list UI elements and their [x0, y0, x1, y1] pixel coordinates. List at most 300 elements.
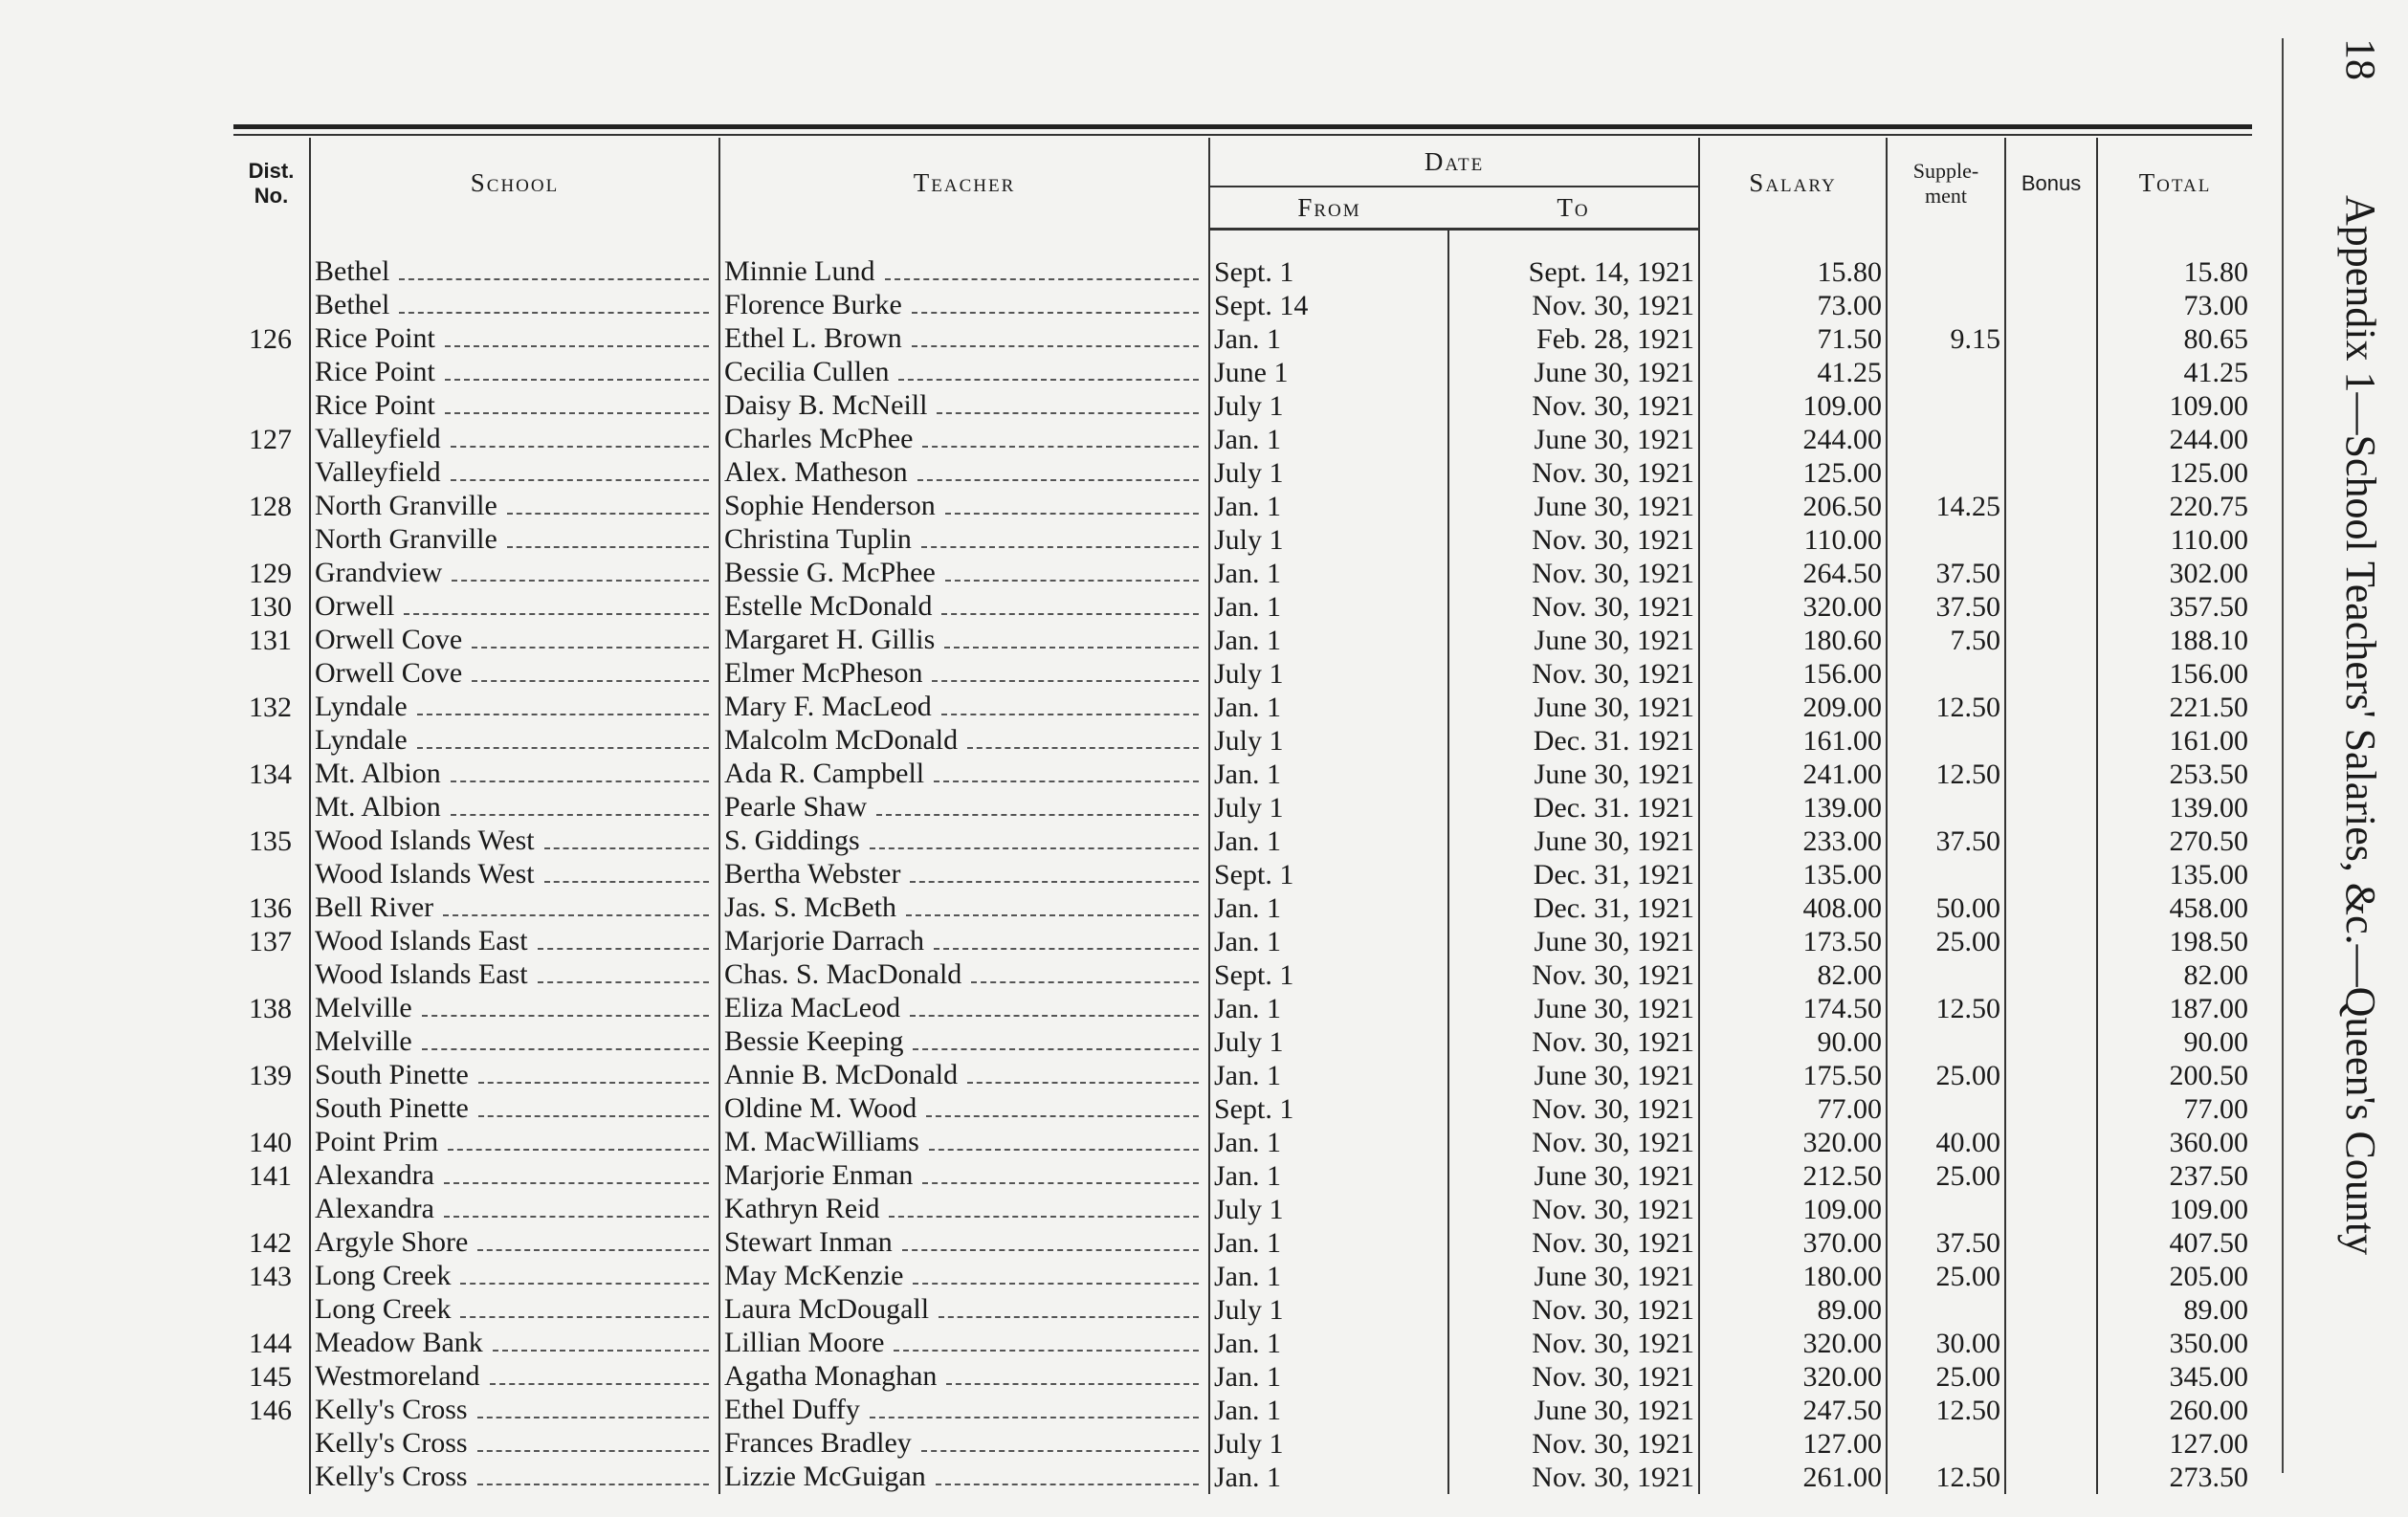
school-name: Alexandra: [315, 1159, 434, 1191]
salary-cell: 320.00: [1699, 1327, 1887, 1360]
table-row: [233, 891, 2252, 925]
school-cell: [310, 925, 719, 958]
bonus-cell: [2005, 1360, 2097, 1394]
dot-leader: [451, 446, 709, 448]
date-to-cell: Nov. 30, 1921: [1448, 1126, 1699, 1159]
total-cell: 345.00: [2097, 1360, 2252, 1394]
supplement-cell: 9.15: [1887, 322, 2005, 356]
teacher-cell: [719, 1327, 1209, 1360]
salary-cell: 156.00: [1699, 657, 1887, 691]
date-to-cell: June 30, 1921: [1448, 356, 1699, 389]
dot-leader: [444, 1182, 709, 1184]
bonus-cell: [2005, 523, 2097, 557]
bonus-cell: [2005, 322, 2097, 356]
total-cell: 244.00: [2097, 423, 2252, 456]
dist-no-cell: 144: [249, 1328, 292, 1359]
teacher-name: Ada R. Campbell: [724, 758, 925, 789]
school-cell: [310, 1025, 719, 1059]
dist-no-cell: [233, 1025, 310, 1059]
dist-no-cell: 138: [249, 993, 292, 1024]
header-supplement: Supple- ment: [1887, 138, 2005, 230]
dot-leader: [941, 714, 1199, 715]
dot-leader: [941, 613, 1199, 615]
teacher-cell: [719, 590, 1209, 624]
table-row: [233, 724, 2252, 758]
total-cell: 188.10: [2097, 624, 2252, 657]
date-from-cell: Sept. 1: [1209, 255, 1448, 289]
teacher-cell: [719, 423, 1209, 456]
salary-cell: 408.00: [1699, 891, 1887, 925]
date-to-cell: Nov. 30, 1921: [1448, 1360, 1699, 1394]
dist-no-cell: 137: [249, 926, 292, 957]
total-cell: 90.00: [2097, 1025, 2252, 1059]
date-to-cell: June 30, 1921: [1448, 490, 1699, 523]
supplement-cell: [1887, 289, 2005, 322]
supplement-cell: [1887, 724, 2005, 758]
total-cell: 156.00: [2097, 657, 2252, 691]
dist-no-cell: [233, 1461, 310, 1494]
salary-cell: 41.25: [1699, 356, 1887, 389]
date-from-cell: Jan. 1: [1209, 758, 1448, 791]
dot-leader: [477, 1249, 709, 1251]
dist-no-cell: 132: [249, 692, 292, 723]
teacher-cell: [719, 958, 1209, 992]
total-cell: 77.00: [2097, 1092, 2252, 1126]
date-from-cell: Jan. 1: [1209, 824, 1448, 858]
teacher-cell: [719, 925, 1209, 958]
teacher-cell: [719, 1360, 1209, 1394]
date-to-cell: Nov. 30, 1921: [1448, 289, 1699, 322]
dot-leader: [493, 1350, 709, 1352]
bonus-cell: [2005, 691, 2097, 724]
dist-no-cell: [233, 356, 310, 389]
supplement-cell: 40.00: [1887, 1126, 2005, 1159]
salary-cell: 90.00: [1699, 1025, 1887, 1059]
dot-leader: [417, 747, 709, 749]
dot-leader: [451, 479, 709, 481]
dot-leader: [490, 1383, 709, 1385]
dot-leader: [538, 981, 709, 983]
supplement-cell: [1887, 356, 2005, 389]
table-row: [233, 590, 2252, 624]
teacher-name: Estelle McDonald: [724, 590, 933, 622]
bonus-cell: [2005, 255, 2097, 289]
supplement-cell: [1887, 1427, 2005, 1461]
total-cell: 302.00: [2097, 557, 2252, 590]
dot-leader: [889, 1216, 1199, 1218]
dot-leader: [460, 1316, 709, 1318]
school-name: Mt. Albion: [315, 758, 441, 789]
salary-cell: 175.50: [1699, 1059, 1887, 1092]
dot-leader: [870, 1417, 1199, 1418]
table-row: [233, 657, 2252, 691]
dot-leader: [921, 546, 1199, 548]
table-row: [233, 1025, 2252, 1059]
date-from-cell: Jan. 1: [1209, 1126, 1448, 1159]
bonus-cell: [2005, 1260, 2097, 1293]
school-cell: [310, 1059, 719, 1092]
bonus-cell: [2005, 1159, 2097, 1193]
header-dist-no: Dist. No.: [248, 158, 295, 208]
dist-no-cell: [233, 255, 310, 289]
teacher-cell: [719, 523, 1209, 557]
teacher-cell: [719, 1293, 1209, 1327]
school-cell: [310, 523, 719, 557]
total-cell: 80.65: [2097, 322, 2252, 356]
date-from-cell: July 1: [1209, 523, 1448, 557]
dist-no-cell: [233, 456, 310, 490]
salary-cell: 135.00: [1699, 858, 1887, 891]
top-rule-thin: [233, 134, 2252, 136]
table-row: [233, 1260, 2252, 1293]
date-from-cell: Jan. 1: [1209, 1260, 1448, 1293]
date-to-cell: June 30, 1921: [1448, 1394, 1699, 1427]
teacher-cell: [719, 1059, 1209, 1092]
salary-cell: 89.00: [1699, 1293, 1887, 1327]
dot-leader: [936, 1484, 1199, 1485]
school-name: Kelly's Cross: [315, 1427, 468, 1459]
supplement-cell: 14.25: [1887, 490, 2005, 523]
total-cell: 357.50: [2097, 590, 2252, 624]
table-row: [233, 1159, 2252, 1193]
header-from: From: [1209, 187, 1448, 230]
date-to-cell: June 30, 1921: [1448, 992, 1699, 1025]
school-cell: [310, 1092, 719, 1126]
school-cell: [310, 1293, 719, 1327]
table-row: [233, 289, 2252, 322]
teacher-name: May McKenzie: [724, 1260, 904, 1291]
table-row: [233, 1193, 2252, 1226]
school-name: Rice Point: [315, 389, 435, 421]
teacher-name: Daisy B. McNeill: [724, 389, 928, 421]
date-from-cell: July 1: [1209, 389, 1448, 423]
dist-no-cell: 143: [249, 1261, 292, 1292]
teacher-name: M. MacWilliams: [724, 1126, 919, 1157]
school-cell: [310, 791, 719, 824]
table-row: [233, 958, 2252, 992]
date-to-cell: June 30, 1921: [1448, 624, 1699, 657]
total-cell: 360.00: [2097, 1126, 2252, 1159]
dot-leader: [939, 1316, 1199, 1318]
dot-leader: [906, 914, 1199, 916]
dot-leader: [445, 412, 709, 414]
teacher-name: Eliza MacLeod: [724, 992, 901, 1023]
salary-cell: 264.50: [1699, 557, 1887, 590]
date-to-cell: Nov. 30, 1921: [1448, 1427, 1699, 1461]
teacher-cell: [719, 691, 1209, 724]
total-cell: 200.50: [2097, 1059, 2252, 1092]
date-to-cell: June 30, 1921: [1448, 925, 1699, 958]
teacher-name: Annie B. McDonald: [724, 1059, 959, 1090]
dist-no-cell: 139: [249, 1060, 292, 1091]
teacher-name: Jas. S. McBeth: [724, 891, 896, 923]
dot-leader: [538, 948, 709, 950]
salary-cell: 212.50: [1699, 1159, 1887, 1193]
salary-cell: 241.00: [1699, 758, 1887, 791]
date-from-cell: Jan. 1: [1209, 557, 1448, 590]
date-from-cell: July 1: [1209, 1025, 1448, 1059]
school-name: Kelly's Cross: [315, 1461, 468, 1492]
dist-no-cell: 135: [249, 825, 292, 857]
teacher-cell: [719, 1025, 1209, 1059]
date-from-cell: Jan. 1: [1209, 1461, 1448, 1494]
dot-leader: [507, 513, 709, 515]
dot-leader: [544, 847, 709, 849]
dot-leader: [894, 1350, 1199, 1352]
salary-cell: 247.50: [1699, 1394, 1887, 1427]
dist-no-cell: 142: [249, 1227, 292, 1259]
teacher-name: Bertha Webster: [724, 858, 901, 890]
dist-no-cell: 140: [249, 1127, 292, 1158]
date-to-cell: Nov. 30, 1921: [1448, 389, 1699, 423]
table-row: [233, 791, 2252, 824]
teacher-cell: [719, 289, 1209, 322]
date-from-cell: June 1: [1209, 356, 1448, 389]
school-name: Westmoreland: [315, 1360, 480, 1392]
table-row: [233, 356, 2252, 389]
teacher-cell: [719, 456, 1209, 490]
total-cell: 220.75: [2097, 490, 2252, 523]
dist-no-cell: [233, 724, 310, 758]
date-to-cell: Nov. 30, 1921: [1448, 1327, 1699, 1360]
teacher-cell: [719, 255, 1209, 289]
date-from-cell: Jan. 1: [1209, 322, 1448, 356]
school-name: Kelly's Cross: [315, 1394, 468, 1425]
table-row: [233, 1092, 2252, 1126]
teacher-cell: [719, 1461, 1209, 1494]
dot-leader: [876, 814, 1199, 816]
table-row: [233, 1394, 2252, 1427]
supplement-cell: [1887, 958, 2005, 992]
supplement-cell: 30.00: [1887, 1327, 2005, 1360]
supplement-cell: [1887, 523, 2005, 557]
school-name: Alexandra: [315, 1193, 434, 1224]
dot-leader: [929, 1149, 1199, 1151]
table-row: [233, 691, 2252, 724]
total-cell: 198.50: [2097, 925, 2252, 958]
table-body: [233, 230, 2252, 1495]
teacher-name: Margaret H. Gillis: [724, 624, 936, 655]
date-to-cell: Nov. 30, 1921: [1448, 1461, 1699, 1494]
date-from-cell: Jan. 1: [1209, 691, 1448, 724]
date-from-cell: Jan. 1: [1209, 624, 1448, 657]
date-from-cell: Sept. 14: [1209, 289, 1448, 322]
date-from-cell: Jan. 1: [1209, 1226, 1448, 1260]
supplement-cell: 25.00: [1887, 1260, 2005, 1293]
table-row: [233, 1293, 2252, 1327]
dist-no-cell: 130: [249, 591, 292, 623]
date-from-cell: July 1: [1209, 791, 1448, 824]
bonus-cell: [2005, 1193, 2097, 1226]
dot-leader: [934, 948, 1199, 950]
supplement-cell: [1887, 1193, 2005, 1226]
teacher-cell: [719, 557, 1209, 590]
school-cell: [310, 1226, 719, 1260]
total-cell: 109.00: [2097, 389, 2252, 423]
bonus-cell: [2005, 1293, 2097, 1327]
teacher-name: Chas. S. MacDonald: [724, 958, 962, 990]
bonus-cell: [2005, 557, 2097, 590]
dot-leader: [477, 1450, 709, 1452]
salary-cell: 320.00: [1699, 1126, 1887, 1159]
dot-leader: [417, 714, 709, 715]
dot-leader: [932, 680, 1199, 682]
teacher-cell: [719, 824, 1209, 858]
date-from-cell: Jan. 1: [1209, 992, 1448, 1025]
bonus-cell: [2005, 858, 2097, 891]
supplement-cell: 12.50: [1887, 1461, 2005, 1494]
teacher-name: Minnie Lund: [724, 255, 875, 287]
school-name: Orwell Cove: [315, 657, 463, 689]
spacer-row: [233, 230, 2252, 256]
table-row: [233, 322, 2252, 356]
bonus-cell: [2005, 490, 2097, 523]
teacher-cell: [719, 1159, 1209, 1193]
school-cell: [310, 389, 719, 423]
dist-no-cell: 146: [249, 1395, 292, 1426]
school-cell: [310, 289, 719, 322]
date-to-cell: Dec. 31. 1921: [1448, 791, 1699, 824]
dot-leader: [451, 814, 709, 816]
date-from-cell: Jan. 1: [1209, 1360, 1448, 1394]
dot-leader: [926, 1115, 1199, 1117]
dist-no-cell: 129: [249, 558, 292, 589]
total-cell: 15.80: [2097, 255, 2252, 289]
total-cell: 187.00: [2097, 992, 2252, 1025]
dot-leader: [422, 1048, 709, 1050]
supplement-cell: 25.00: [1887, 1159, 2005, 1193]
teacher-name: Lizzie McGuigan: [724, 1461, 926, 1492]
dot-leader: [444, 1216, 709, 1218]
teacher-cell: [719, 992, 1209, 1025]
total-cell: 109.00: [2097, 1193, 2252, 1226]
page-number: 18: [2337, 38, 2384, 80]
teacher-name: Christina Tuplin: [724, 523, 912, 555]
supplement-cell: 37.50: [1887, 1226, 2005, 1260]
school-name: Long Creek: [315, 1293, 452, 1325]
teacher-cell: [719, 1226, 1209, 1260]
dist-no-cell: [233, 1293, 310, 1327]
school-cell: [310, 657, 719, 691]
salary-cell: 320.00: [1699, 590, 1887, 624]
date-from-cell: Jan. 1: [1209, 891, 1448, 925]
date-to-cell: June 30, 1921: [1448, 423, 1699, 456]
bonus-cell: [2005, 824, 2097, 858]
header-salary: Salary: [1699, 138, 1887, 230]
salary-cell: 109.00: [1699, 389, 1887, 423]
teacher-name: Alex. Matheson: [724, 456, 908, 488]
dot-leader: [452, 580, 709, 582]
school-name: Bell River: [315, 891, 434, 923]
school-cell: [310, 1126, 719, 1159]
salary-cell: 209.00: [1699, 691, 1887, 724]
bonus-cell: [2005, 1059, 2097, 1092]
school-name: Mt. Albion: [315, 791, 441, 823]
dot-leader: [443, 914, 709, 916]
salary-cell: 180.00: [1699, 1260, 1887, 1293]
supplement-cell: 12.50: [1887, 1394, 2005, 1427]
teacher-cell: [719, 657, 1209, 691]
dist-no-cell: [233, 1193, 310, 1226]
date-to-cell: Nov. 30, 1921: [1448, 590, 1699, 624]
salary-cell: 77.00: [1699, 1092, 1887, 1126]
school-name: Grandview: [315, 557, 443, 588]
supplement-cell: [1887, 255, 2005, 289]
dot-leader: [445, 379, 709, 381]
bonus-cell: [2005, 1461, 2097, 1494]
total-cell: 458.00: [2097, 891, 2252, 925]
dot-leader: [472, 680, 709, 682]
school-cell: [310, 758, 719, 791]
school-name: Valleyfield: [315, 456, 441, 488]
dot-leader: [917, 479, 1199, 481]
school-cell: [310, 824, 719, 858]
salary-cell: 73.00: [1699, 289, 1887, 322]
dist-no-cell: [233, 289, 310, 322]
school-cell: [310, 992, 719, 1025]
table-row: [233, 824, 2252, 858]
teacher-cell: [719, 1427, 1209, 1461]
school-cell: [310, 1461, 719, 1494]
school-name: North Granville: [315, 490, 497, 521]
supplement-cell: [1887, 791, 2005, 824]
date-to-cell: Dec. 31, 1921: [1448, 858, 1699, 891]
teacher-name: Agatha Monaghan: [724, 1360, 938, 1392]
dist-no-cell: [233, 858, 310, 891]
bonus-cell: [2005, 992, 2097, 1025]
teacher-name: Lillian Moore: [724, 1327, 885, 1358]
school-cell: [310, 423, 719, 456]
bonus-cell: [2005, 1327, 2097, 1360]
teacher-cell: [719, 1394, 1209, 1427]
table-row: [233, 255, 2252, 289]
dist-no-cell: 127: [249, 424, 292, 455]
bonus-cell: [2005, 1092, 2097, 1126]
dot-leader: [944, 647, 1199, 649]
bonus-cell: [2005, 1126, 2097, 1159]
dot-leader: [910, 881, 1199, 883]
school-name: Lyndale: [315, 691, 408, 722]
date-to-cell: Nov. 30, 1921: [1448, 1092, 1699, 1126]
table-row: [233, 1461, 2252, 1494]
teacher-cell: [719, 758, 1209, 791]
school-cell: [310, 1360, 719, 1394]
table-row: [233, 1126, 2252, 1159]
table-row: [233, 423, 2252, 456]
supplement-cell: 7.50: [1887, 624, 2005, 657]
school-name: Melville: [315, 1025, 412, 1057]
school-name: South Pinette: [315, 1059, 469, 1090]
school-cell: [310, 691, 719, 724]
supplement-cell: 37.50: [1887, 824, 2005, 858]
dot-leader: [448, 1149, 709, 1151]
header-school: School: [310, 138, 719, 230]
dot-leader: [910, 1015, 1199, 1017]
total-cell: 253.50: [2097, 758, 2252, 791]
teacher-name: Marjorie Darrach: [724, 925, 925, 956]
supplement-cell: 25.00: [1887, 1360, 2005, 1394]
dist-no-cell: [233, 1092, 310, 1126]
dist-no-cell: [233, 523, 310, 557]
school-cell: [310, 322, 719, 356]
date-to-cell: Sept. 14, 1921: [1448, 255, 1699, 289]
dot-leader: [912, 312, 1199, 314]
school-cell: [310, 1327, 719, 1360]
bonus-cell: [2005, 758, 2097, 791]
dot-leader: [946, 1383, 1199, 1385]
dot-leader: [460, 1283, 709, 1285]
table-row: [233, 925, 2252, 958]
